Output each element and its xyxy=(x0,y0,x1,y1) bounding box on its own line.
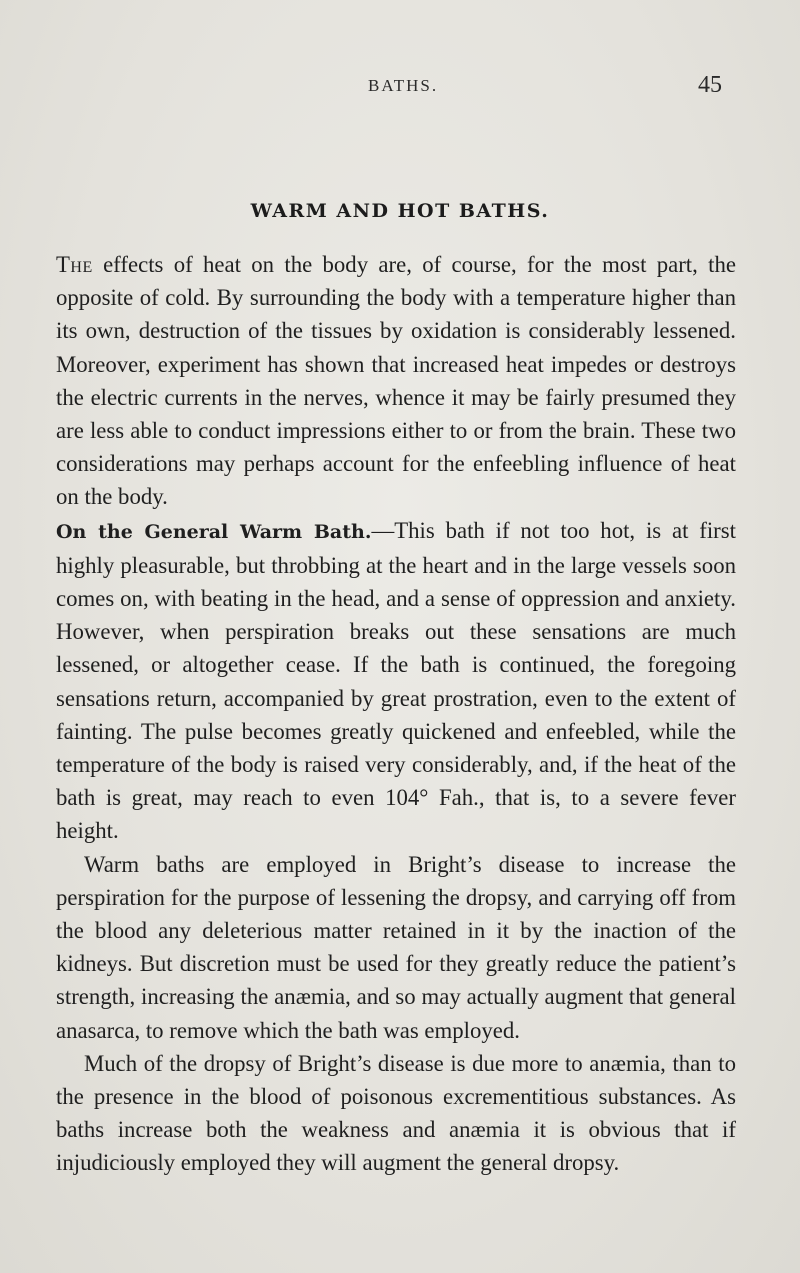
paragraph-text: Much of the dropsy of Bright’s disease is due more to anæmia, than to the presence in the blood of poisonous excrementitious substances. As baths increase both the weakness and anæmia it is obvious that if injudiciously employed they will augment the general dropsy. xyxy=(56,1050,736,1176)
paragraph-text: Warm baths are employed in Bright’s disease to increase the perspiration for the purpose of lessening the dropsy, and carrying off from the blood any deleterious matter retained in it by the inaction of the kidneys. But discretion must be used for they greatly reduce the patient’s strength, increasing the anæmia, and so may actually augment that general anasarca, to remove which the bath was employed. xyxy=(56,851,736,1043)
run-in-heading: On the General Warm Bath. xyxy=(56,520,372,543)
running-header xyxy=(0,72,800,102)
section-title: WARM AND HOT BATHS. xyxy=(250,200,550,222)
page-number: 45 xyxy=(698,72,722,98)
paragraph-1 xyxy=(56,248,736,514)
paragraph-text: —This bath if not too hot, is at first highly pleasurable, but throbbing at the heart and in the large vessels soon comes on, with beating in the head, and a sense of oppression and anxiety. However, when perspiration breaks out these sensations are much lessened, or altogether cease. If the bath is continued, the foregoing sensations return, accompanied by great prostration, even to the extent of fainting. The pulse becomes greatly quickened and enfeebled, while the temperature of the body is raised very considerably, and, if the heat of the bath is great, may reach to even 104° Fah., that is, to a severe fever height. xyxy=(56,517,736,844)
paragraph-2 xyxy=(56,514,736,848)
paragraph-3 xyxy=(56,848,736,1047)
running-title: BATHS. xyxy=(368,76,439,95)
paragraph-text: effects of heat on the body are, of course, for the most part, the opposite of cold. By surrounding the body with a temperature higher than its own, destruction of the tissues by oxidation is considerably lessened. Moreover, experiment has shown that increased heat impedes or destroys the electric currents in the nerves, whence it may be fairly presumed they are less able to conduct impressions either to or from the brain. These two considerations may perhaps account for the enfeebling influence of heat on the body. xyxy=(56,252,736,510)
paragraph-4 xyxy=(56,1047,736,1180)
paragraph-lead-word: The xyxy=(56,252,93,277)
body-text xyxy=(56,248,736,1180)
